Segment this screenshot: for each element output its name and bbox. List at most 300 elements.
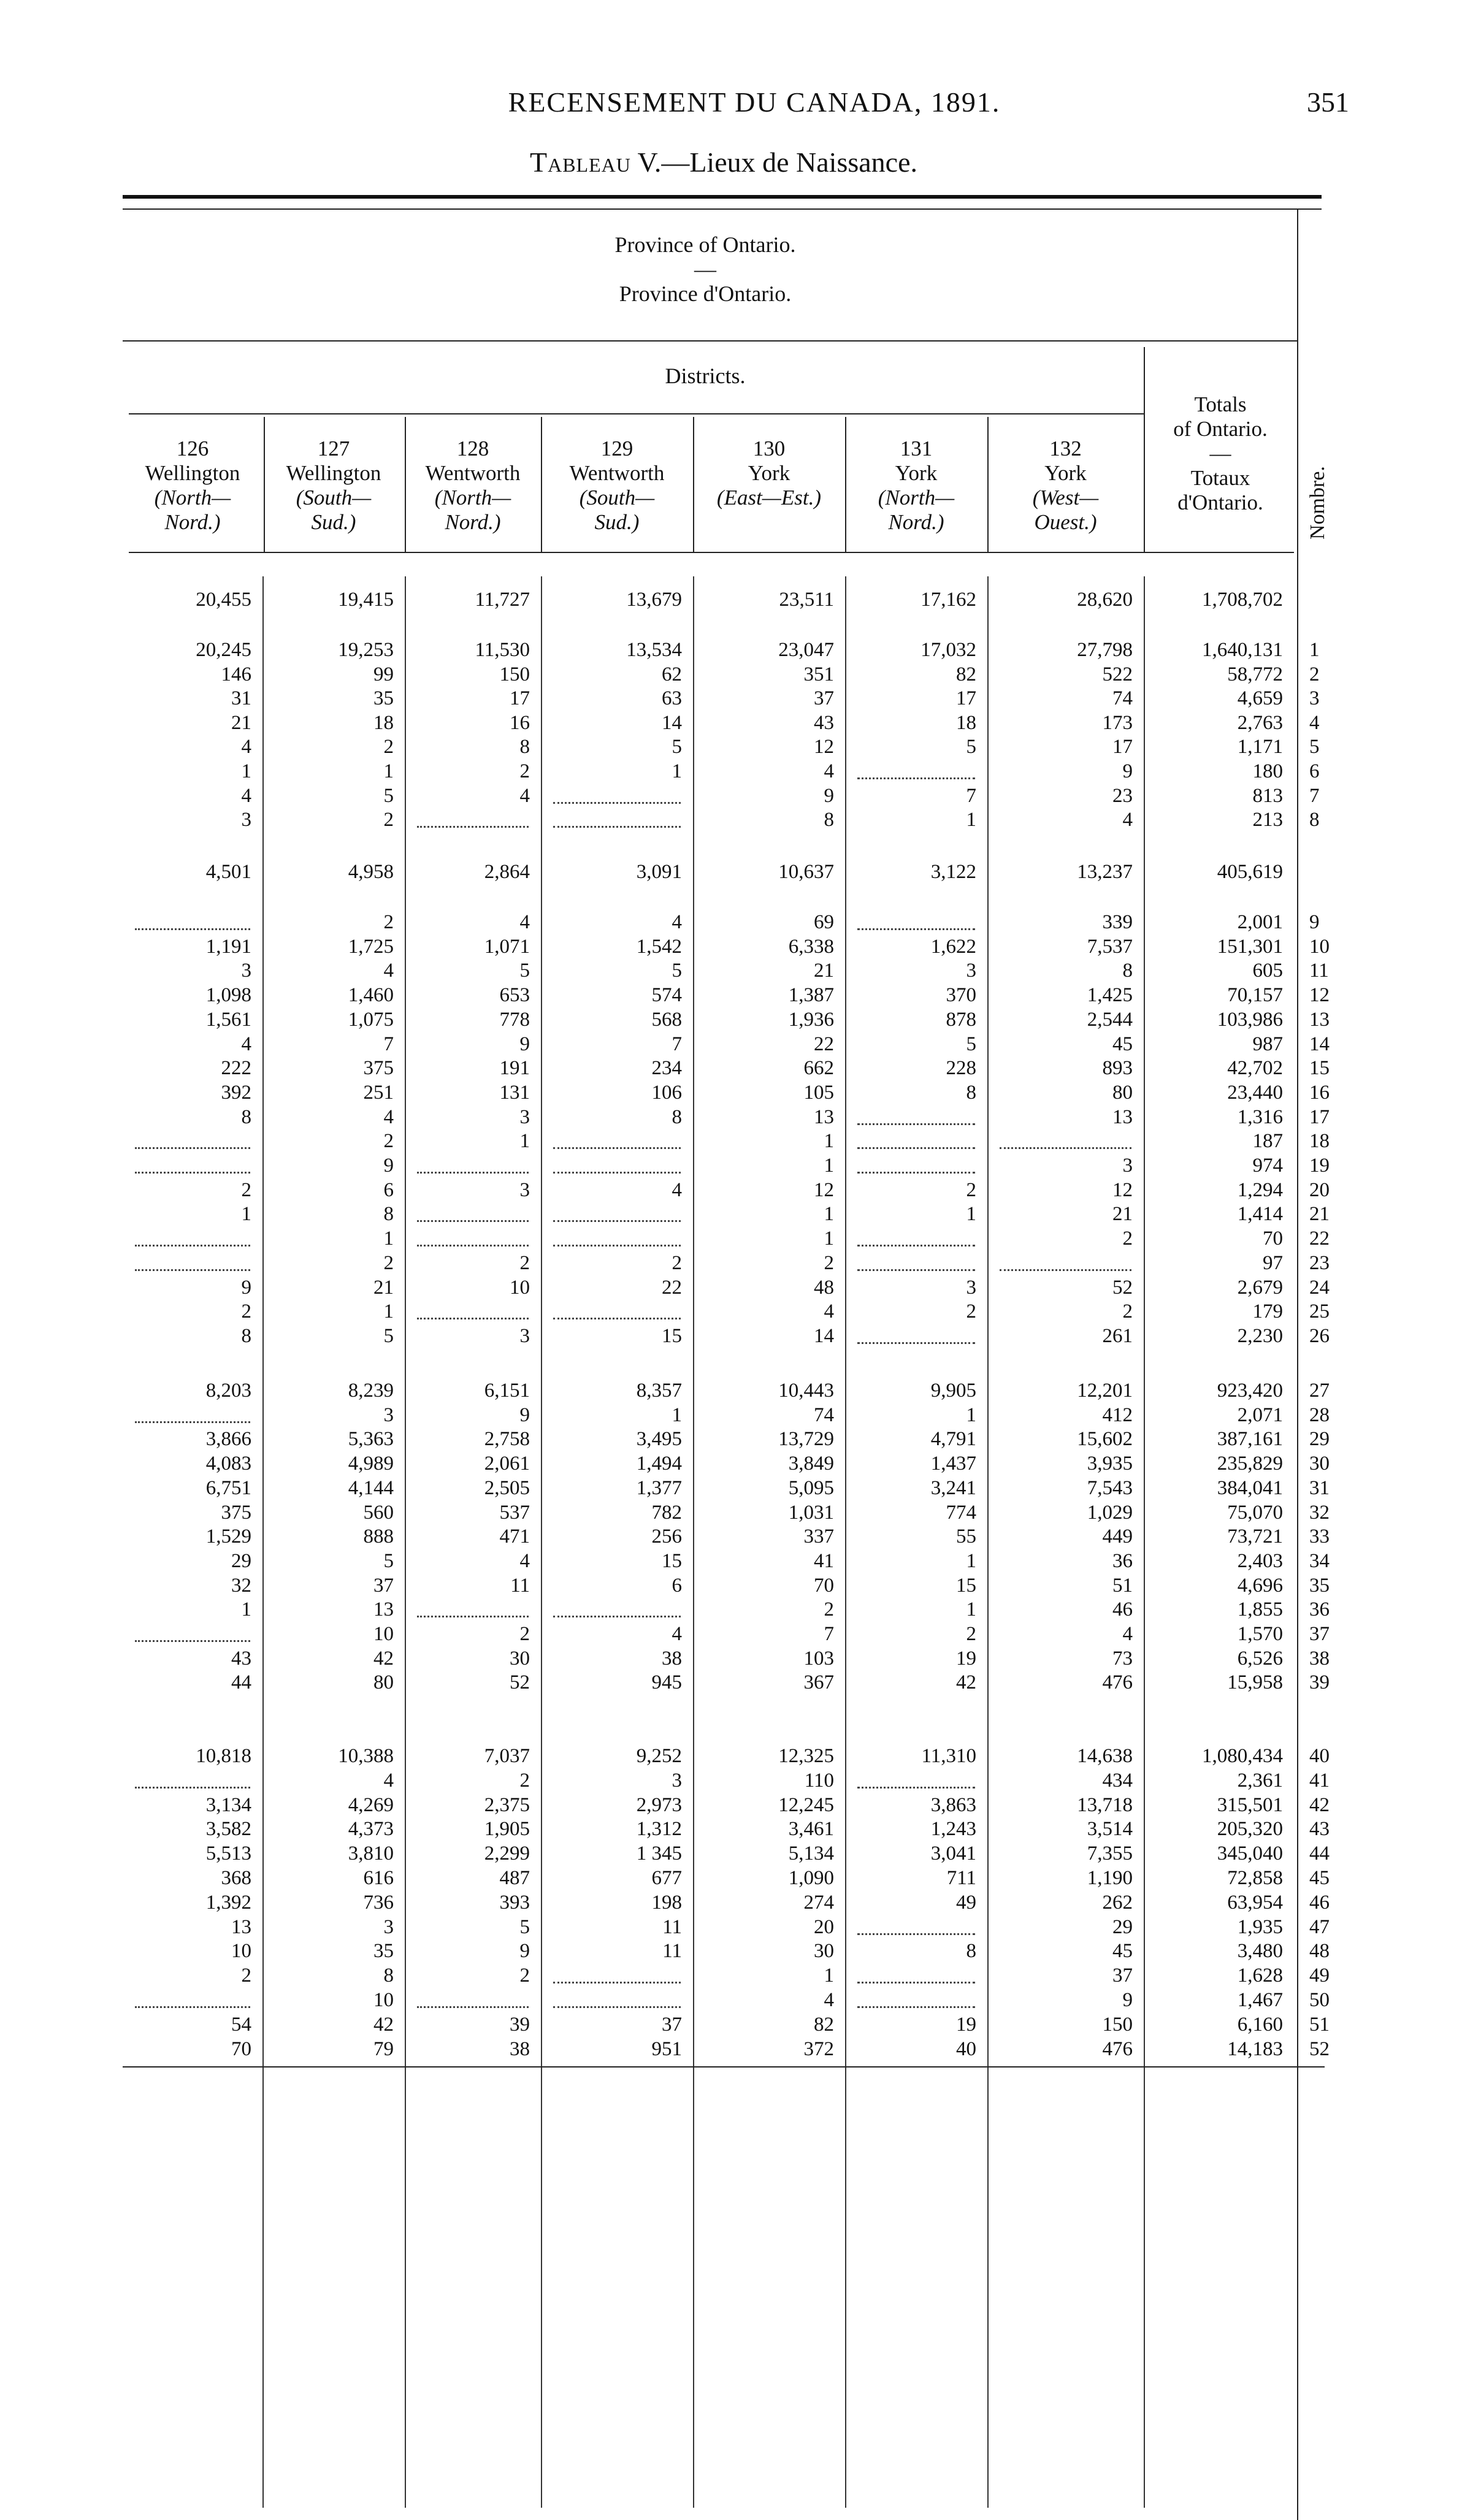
table-cell: 2,299: [484, 1842, 530, 1865]
column-separator: [541, 576, 542, 2508]
table-cell: 1,243: [930, 1818, 976, 1841]
row-number: 13: [1309, 1008, 1330, 1031]
table-cell: 1: [241, 1203, 251, 1226]
row-number: 20: [1309, 1178, 1330, 1201]
table-cell: 3,582: [205, 1818, 251, 1841]
table-cell: 1: [519, 1130, 530, 1153]
table-cell: 80: [1112, 1081, 1133, 1104]
table-cell: 2: [672, 1251, 682, 1274]
table-cell: 1,855: [1237, 1598, 1283, 1621]
empty-cell-leader: [553, 1245, 681, 1247]
empty-cell-leader: [857, 928, 975, 930]
empty-cell-leader: [857, 777, 975, 779]
table-cell: 3: [519, 1178, 530, 1201]
table-cell: 82: [956, 663, 976, 685]
table-cell: 3,122: [930, 861, 976, 883]
table-cell: 387,161: [1217, 1428, 1283, 1451]
table-cell: 9,905: [930, 1380, 976, 1402]
row-number: 2: [1309, 663, 1320, 685]
table-cell: 97: [1263, 1251, 1283, 1274]
table-cell: 13,237: [1077, 861, 1133, 883]
table-cell: 110: [804, 1769, 834, 1792]
table-cell: 3,241: [930, 1476, 976, 1499]
table-cell: 605: [1252, 960, 1283, 982]
table-cell: 375: [363, 1057, 394, 1080]
table-cell: 228: [946, 1057, 976, 1080]
table-cell: 12: [814, 736, 834, 758]
column-sub: (North—: [878, 486, 955, 510]
table-cell: 35: [373, 687, 394, 710]
table-cell: 13,729: [778, 1428, 834, 1451]
table-cell: 537: [499, 1501, 530, 1524]
table-cell: 15,958: [1227, 1671, 1283, 1694]
empty-cell-leader: [135, 928, 250, 930]
empty-cell-leader: [553, 1147, 681, 1149]
row-number: 36: [1309, 1598, 1330, 1621]
table-cell: 8: [241, 1105, 251, 1128]
table-cell: 3,866: [205, 1428, 251, 1451]
table-cell: 434: [1102, 1769, 1133, 1792]
table-cell: 1,570: [1237, 1623, 1283, 1645]
table-cell: 945: [651, 1671, 682, 1694]
table-cell: 4: [672, 1178, 682, 1201]
table-cell: 1,387: [788, 984, 834, 1007]
header-separator: [541, 417, 542, 552]
table-cell: 813: [1252, 784, 1283, 807]
table-cell: 5,095: [788, 1476, 834, 1499]
table-cell: 1: [383, 760, 394, 782]
table-cell: 13,718: [1077, 1793, 1133, 1816]
table-cell: 42,702: [1227, 1057, 1283, 1080]
table-cell: 1,494: [636, 1453, 682, 1475]
column-sub2: Nord.): [888, 510, 944, 534]
table-cell: 3: [966, 1276, 976, 1299]
table-cell: 180: [1252, 760, 1283, 782]
table-cell: 3: [1122, 1155, 1133, 1177]
table-cell: 4,659: [1237, 687, 1283, 710]
empty-cell-leader: [417, 1220, 529, 1222]
table-cell: 8: [966, 1940, 976, 1963]
row-number: 31: [1309, 1476, 1330, 1499]
table-cell: 662: [803, 1057, 834, 1080]
table-cell: 20,455: [196, 589, 251, 611]
table-cell: 677: [651, 1867, 682, 1889]
table-cell: 43: [814, 711, 834, 734]
right-border-low: [1297, 1140, 1298, 2520]
table-cell: 39: [510, 2013, 530, 2036]
table-cell: 5: [966, 736, 976, 758]
table-cell: 3,514: [1087, 1818, 1133, 1841]
table-cell: 574: [651, 984, 682, 1007]
row-number: 14: [1309, 1033, 1330, 1055]
table-cell: 4,144: [348, 1476, 394, 1499]
table-cell: 1,075: [348, 1008, 394, 1031]
table-cell: 1,628: [1237, 1964, 1283, 1987]
table-cell: 10: [373, 1989, 394, 2011]
empty-cell-leader: [857, 1147, 975, 1149]
table-cell: 79: [373, 2037, 394, 2060]
table-cell: 1,312: [636, 1818, 682, 1841]
table-cell: 2,230: [1237, 1324, 1283, 1347]
table-cell: 70,157: [1227, 984, 1283, 1007]
table-cell: 51: [1112, 1574, 1133, 1597]
table-cell: 46: [1112, 1598, 1133, 1621]
table-cell: 3: [519, 1105, 530, 1128]
column-name: Wellington: [145, 461, 240, 485]
row-number: 40: [1309, 1745, 1330, 1767]
column-sub2: Ouest.): [1034, 510, 1097, 534]
header-separator: [987, 417, 989, 552]
column-num: 132: [1049, 437, 1082, 460]
table-cell: 384,041: [1217, 1476, 1283, 1499]
table-cell: 30: [510, 1647, 530, 1670]
totals-label-fr2: d'Ontario.: [1177, 491, 1263, 514]
table-cell: 10,637: [778, 861, 834, 883]
table-cell: 11: [510, 1574, 530, 1597]
header-separator: [405, 417, 406, 552]
table-cell: 150: [499, 663, 530, 685]
table-cell: 987: [1252, 1033, 1283, 1055]
table-cell: 1: [824, 1155, 834, 1177]
table-cell: 315,501: [1217, 1793, 1283, 1816]
row-number: 49: [1309, 1964, 1330, 1987]
table-cell: 30: [814, 1940, 834, 1963]
table-cell: 3: [519, 1324, 530, 1347]
table-cell: 13,534: [626, 639, 682, 661]
table-cell: 8,203: [205, 1380, 251, 1402]
table-cell: 82: [814, 2013, 834, 2036]
table-cell: 38: [510, 2037, 530, 2060]
table-cell: 37: [1112, 1964, 1133, 1987]
table-cell: 4: [519, 1549, 530, 1572]
table-cell: 23,511: [779, 589, 834, 611]
row-number: 7: [1309, 784, 1320, 807]
column-header-130: [694, 437, 844, 535]
table-cell: 1,191: [205, 935, 251, 958]
header-separator: [1144, 347, 1145, 552]
table-cell: 99: [373, 663, 394, 685]
table-cell: 52: [1112, 1276, 1133, 1299]
table-cell: 2: [519, 760, 530, 782]
table-cell: 11,310: [921, 1745, 976, 1767]
table-cell: 1,460: [348, 984, 394, 1007]
row-number: 39: [1309, 1671, 1330, 1694]
row-number: 43: [1309, 1818, 1330, 1841]
table-cell: 3,480: [1237, 1940, 1283, 1963]
row-number: 23: [1309, 1251, 1330, 1274]
table-cell: 449: [1102, 1525, 1133, 1548]
table-cell: 1: [241, 1598, 251, 1621]
table-cell: 5,513: [205, 1842, 251, 1865]
column-separator: [845, 576, 846, 2508]
row-number: 29: [1309, 1428, 1330, 1451]
table-cell: 3,810: [348, 1842, 394, 1865]
right-border: [1297, 208, 1298, 1140]
top-rule-thin: [123, 208, 1322, 210]
table-cell: 10: [510, 1276, 530, 1299]
column-name: York: [895, 461, 938, 485]
table-cell: 2,973: [636, 1793, 682, 1816]
table-cell: 1,725: [348, 935, 394, 958]
table-cell: 18: [373, 711, 394, 734]
table-cell: 2,375: [484, 1793, 530, 1816]
top-rule-thick: [123, 195, 1322, 199]
table-cell: 1,622: [930, 935, 976, 958]
table-cell: 9: [824, 784, 834, 807]
table-cell: 6: [672, 1574, 682, 1597]
row-number: 24: [1309, 1276, 1330, 1299]
table-cell: 3: [383, 1403, 394, 1426]
table-cell: 5: [672, 960, 682, 982]
table-cell: 1,467: [1237, 1989, 1283, 2011]
table-cell: 7,355: [1087, 1842, 1133, 1865]
table-cell: 105: [803, 1081, 834, 1104]
table-cell: 21: [1112, 1203, 1133, 1226]
table-cell: 10,818: [196, 1745, 251, 1767]
totals-label-fr1: Totaux: [1190, 466, 1250, 490]
table-cell: 711: [946, 1867, 976, 1889]
table-cell: 6,160: [1237, 2013, 1283, 2036]
column-header-126: [124, 437, 261, 535]
table-cell: 6,338: [788, 935, 834, 958]
empty-cell-leader: [417, 1318, 529, 1319]
table-cell: 560: [363, 1501, 394, 1524]
row-number: 52: [1309, 2037, 1330, 2060]
table-cell: 44: [231, 1671, 251, 1694]
table-cell: 367: [803, 1671, 834, 1694]
table-cell: 222: [221, 1057, 251, 1080]
table-cell: 16: [510, 711, 530, 734]
column-name: Wentworth: [425, 461, 521, 485]
table-cell: 13: [1112, 1105, 1133, 1128]
table-cell: 4,373: [348, 1818, 394, 1841]
table-cell: 20,245: [196, 639, 251, 661]
table-cell: 522: [1102, 663, 1133, 685]
table-cell: 2,758: [484, 1428, 530, 1451]
table-cell: 43: [231, 1647, 251, 1670]
empty-cell-leader: [553, 1318, 681, 1319]
row-number: 22: [1309, 1228, 1330, 1250]
table-cell: 213: [1252, 809, 1283, 831]
table-cell: 4,989: [348, 1453, 394, 1475]
row-number: 32: [1309, 1501, 1330, 1524]
column-num: 130: [752, 437, 786, 460]
table-cell: 1: [241, 760, 251, 782]
page-title: RECENSEMENT DU CANADA, 1891.: [508, 86, 1001, 118]
table-cell: 21: [231, 711, 251, 734]
column-sub: (South—: [296, 486, 372, 510]
table-cell: 3,134: [205, 1793, 251, 1816]
province-en: Province of Ontario.: [614, 232, 796, 257]
table-cell: 3: [966, 960, 976, 982]
table-cell: 37: [662, 2013, 682, 2036]
header-separator: [264, 417, 265, 552]
empty-cell-leader: [857, 1933, 975, 1935]
table-cell: 19: [956, 1647, 976, 1670]
table-cell: 29: [1112, 1915, 1133, 1938]
table-cell: 42: [373, 1647, 394, 1670]
table-cell: 8: [824, 809, 834, 831]
column-name: York: [1044, 461, 1087, 485]
column-header-132: [989, 437, 1142, 535]
table-cell: 274: [803, 1891, 834, 1914]
table-cell: 3,091: [636, 861, 682, 883]
province-rule: [123, 340, 1297, 342]
table-cell: 3,461: [788, 1818, 834, 1841]
table-cell: 9,252: [636, 1745, 682, 1767]
table-cell: 1,561: [205, 1008, 251, 1031]
row-number: 3: [1309, 687, 1320, 710]
table-cell: 2: [383, 911, 394, 933]
column-sub: (West—: [1032, 486, 1099, 510]
table-cell: 3,849: [788, 1453, 834, 1475]
column-name: Wellington: [286, 461, 381, 485]
table-cell: 9: [519, 1403, 530, 1426]
row-number: 11: [1309, 960, 1329, 982]
table-cell: 12: [814, 1178, 834, 1201]
empty-cell-leader: [553, 802, 681, 804]
table-cell: 261: [1102, 1324, 1133, 1347]
column-separator: [405, 576, 406, 2508]
column-separator: [262, 576, 264, 2508]
table-cell: 1: [966, 1403, 976, 1426]
totals-header: [1150, 392, 1291, 515]
table-cell: 1,090: [788, 1867, 834, 1889]
table-cell: 40: [956, 2037, 976, 2060]
row-number: 50: [1309, 1989, 1330, 2011]
table-cell: 5,363: [348, 1428, 394, 1451]
column-header-131: [846, 437, 986, 535]
column-header-127: [264, 437, 404, 535]
table-cell: 17: [510, 687, 530, 710]
table-cell: 251: [363, 1081, 394, 1104]
table-cell: 4,269: [348, 1793, 394, 1816]
row-number: 42: [1309, 1793, 1330, 1816]
table-cell: 3,935: [1087, 1453, 1133, 1475]
table-cell: 9: [1122, 760, 1133, 782]
table-cell: 4,501: [205, 861, 251, 883]
table-cell: 1,190: [1087, 1867, 1133, 1889]
table-cell: 412: [1102, 1403, 1133, 1426]
table-cell: 14: [814, 1324, 834, 1347]
header-bottom-rule: [129, 552, 1294, 553]
table-cell: 4: [519, 911, 530, 933]
row-number: 35: [1309, 1574, 1330, 1597]
table-cell: 1,316: [1237, 1105, 1283, 1128]
province-dash: —: [694, 257, 716, 281]
table-cell: 1,029: [1087, 1501, 1133, 1524]
table-cell: 14,183: [1227, 2037, 1283, 2060]
table-cell: 782: [651, 1501, 682, 1524]
table-cell: 23: [1112, 784, 1133, 807]
table-cell: 476: [1102, 2037, 1133, 2060]
table-cell: 5: [519, 1915, 530, 1938]
table-cell: 55: [956, 1525, 976, 1548]
empty-cell-leader: [417, 2006, 529, 2008]
table-cell: 8: [519, 736, 530, 758]
table-cell: 15: [662, 1324, 682, 1347]
row-number: 10: [1309, 935, 1330, 958]
column-name: Wentworth: [569, 461, 665, 485]
row-number: 1: [1309, 639, 1320, 661]
column-separator: [1144, 576, 1145, 2508]
table-cell: 45: [1112, 1940, 1133, 1963]
empty-cell-leader: [1000, 1269, 1131, 1271]
table-cell: 131: [499, 1081, 530, 1104]
table-cell: 4: [1122, 809, 1133, 831]
column-sub: (North—: [154, 486, 231, 510]
table-cell: 2,864: [484, 861, 530, 883]
empty-cell-leader: [135, 2006, 250, 2008]
table-cell: 45: [1112, 1033, 1133, 1055]
table-cell: 3: [241, 809, 251, 831]
row-number: 4: [1309, 711, 1320, 734]
table-cell: 106: [651, 1081, 682, 1104]
table-cell: 23,440: [1227, 1081, 1283, 1104]
table-cell: 8: [383, 1964, 394, 1987]
table-cell: 1: [383, 1300, 394, 1323]
row-number: 25: [1309, 1300, 1330, 1323]
empty-cell-leader: [857, 1245, 975, 1247]
table-cell: 11,727: [475, 589, 530, 611]
table-cell: 13: [231, 1915, 251, 1938]
table-cell: 1,171: [1237, 736, 1283, 758]
column-num: 131: [900, 437, 933, 460]
table-cell: 103: [803, 1647, 834, 1670]
column-num: 129: [600, 437, 633, 460]
table-cell: 4: [672, 1623, 682, 1645]
table-cell: 8: [1122, 960, 1133, 982]
table-cell: 146: [221, 663, 251, 685]
column-sub2: Sud.): [311, 510, 356, 534]
row-number: 46: [1309, 1891, 1330, 1914]
table-cell: 13,679: [626, 589, 682, 611]
table-cell: 2: [383, 1130, 394, 1153]
column-sub: (South—: [579, 486, 655, 510]
table-cell: 36: [1112, 1549, 1133, 1572]
table-cell: 8: [672, 1105, 682, 1128]
table-cell: 8,357: [636, 1380, 682, 1402]
table-cell: 471: [499, 1525, 530, 1548]
table-cell: 13: [373, 1598, 394, 1621]
table-cell: 370: [946, 984, 976, 1007]
table-cell: 5: [519, 960, 530, 982]
empty-cell-leader: [135, 1147, 250, 1149]
table-cell: 487: [499, 1867, 530, 1889]
table-cell: 58,772: [1227, 663, 1283, 685]
row-number: 47: [1309, 1915, 1330, 1938]
table-cell: 27,798: [1077, 639, 1133, 661]
table-cell: 173: [1102, 711, 1133, 734]
table-cell: 1: [824, 1203, 834, 1226]
header-separator: [845, 417, 846, 552]
table-cell: 2: [519, 1251, 530, 1274]
empty-cell-leader: [857, 1787, 975, 1789]
empty-cell-leader: [135, 1269, 250, 1271]
table-cell: 262: [1102, 1891, 1133, 1914]
table-cell: 42: [956, 1671, 976, 1694]
column-sub: (North—: [434, 486, 511, 510]
districts-label: Districts.: [665, 364, 746, 388]
table-cell: 103,986: [1217, 1008, 1283, 1031]
row-number: 21: [1309, 1203, 1330, 1226]
table-cell: 15: [956, 1574, 976, 1597]
table-cell: 774: [946, 1501, 976, 1524]
province-fr: Province d'Ontario.: [619, 281, 792, 306]
table-cell: 48: [814, 1276, 834, 1299]
row-number: 26: [1309, 1324, 1330, 1347]
table-cell: 62: [662, 663, 682, 685]
